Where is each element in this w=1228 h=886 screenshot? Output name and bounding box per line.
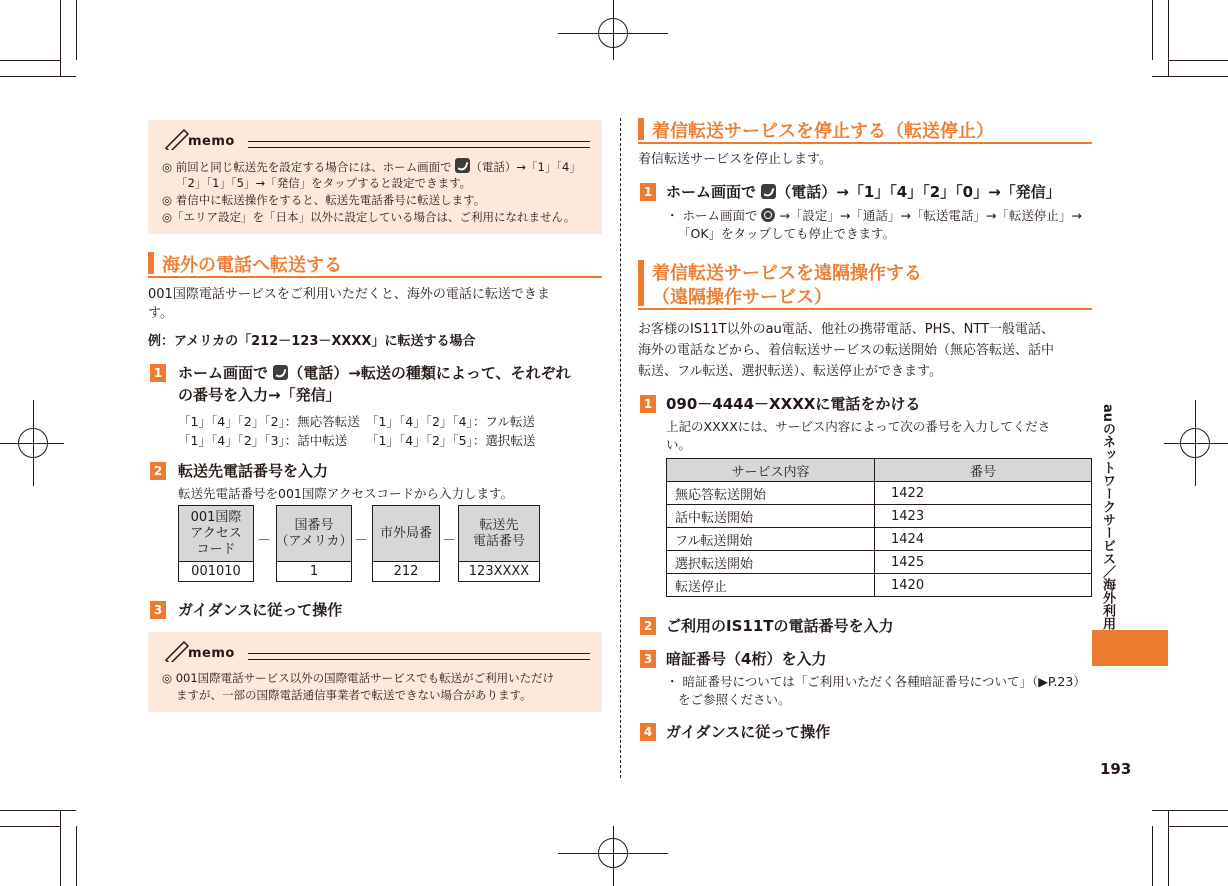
column-divider bbox=[620, 118, 621, 778]
page-number: 193 bbox=[1100, 760, 1132, 778]
step-text: ホーム画面で （電話）→「1」「4」「2」「0」→「発信」 bbox=[666, 183, 1061, 201]
table-row bbox=[667, 551, 1092, 574]
table-header: 番号 bbox=[875, 459, 1092, 482]
step-number: 3 bbox=[640, 650, 656, 668]
service-table bbox=[666, 458, 1092, 597]
bullet-text: ・ ホーム画面で →「設定」→「通話」→「転送電話」→「転送停止」→ bbox=[666, 208, 1082, 223]
body-text: 転送先電話番号を001国際アクセスコードから入力します。 bbox=[178, 486, 513, 501]
memo-rule bbox=[248, 141, 590, 142]
code-list: 「1」「4」「2」「2」：無応答転送 「1」「4」「2」「4」：フル転送 bbox=[178, 414, 535, 429]
table-header-row bbox=[667, 459, 1092, 482]
crop-mark bbox=[1152, 826, 1153, 886]
table-row bbox=[667, 574, 1092, 597]
phone-icon bbox=[273, 365, 288, 380]
table-cell: 選択転送開始 bbox=[667, 551, 875, 574]
crop-mark bbox=[1168, 0, 1169, 76]
registration-mark bbox=[613, 826, 614, 886]
crop-mark bbox=[0, 810, 76, 811]
registration-mark bbox=[1195, 400, 1196, 486]
body-text: 上記のXXXXには、サービス内容によって次の番号を入力してくださ bbox=[666, 419, 1051, 434]
separator-dash: － bbox=[442, 533, 456, 549]
dial-table-header: 国番号 （アメリカ） bbox=[276, 505, 352, 562]
registration-mark bbox=[33, 400, 34, 486]
step-number: 2 bbox=[150, 462, 166, 480]
separator-dash: － bbox=[354, 533, 368, 549]
crop-mark bbox=[76, 826, 77, 886]
crop-mark bbox=[60, 0, 61, 76]
crop-mark bbox=[1168, 60, 1228, 61]
dial-table-header: 転送先 電話番号 bbox=[458, 505, 540, 562]
heading-bar bbox=[638, 118, 644, 140]
bullet-text: ・ 暗証番号については「ご利用いただく各種暗証番号について」（▶P.23） bbox=[666, 674, 1086, 689]
dial-table-header: 市外局番 bbox=[372, 505, 440, 562]
crop-mark bbox=[1152, 0, 1153, 60]
table-cell: 1424 bbox=[875, 528, 1092, 551]
separator-dash: － bbox=[257, 533, 271, 549]
step-text: ご利用のIS11Tの電話番号を入力 bbox=[666, 617, 894, 635]
table-cell: 話中転送開始 bbox=[667, 505, 875, 528]
memo-item: ◎ 001国際電話サービス以外の国際電話サービスでも転送がご利用いただけ bbox=[162, 671, 555, 685]
crop-mark bbox=[1168, 826, 1228, 827]
body-text: い。 bbox=[666, 437, 692, 452]
memo-label: memo bbox=[188, 646, 235, 661]
phone-icon bbox=[761, 184, 776, 199]
phone-icon bbox=[455, 158, 470, 173]
step-number: 1 bbox=[640, 183, 656, 201]
body-text: 海外の電話などから、着信転送サービスの転送開始（無応答転送、話中 bbox=[638, 343, 1055, 358]
section-heading bbox=[638, 258, 1092, 310]
bullet-text: 「OK」をタップしても停止できます。 bbox=[678, 226, 896, 241]
example-text: 例：アメリカの「212－123－XXXX」に転送する場合 bbox=[148, 334, 476, 349]
memo-rule bbox=[248, 659, 590, 660]
dial-table-cell: 001010 bbox=[178, 561, 254, 582]
table-cell: 転送停止 bbox=[667, 574, 875, 597]
memo-label: memo bbox=[188, 134, 235, 149]
heading-text: 着信転送サービスを遠隔操作する bbox=[652, 263, 922, 284]
table-row bbox=[667, 505, 1092, 528]
body-text: お客様のIS11T以外のau電話、他社の携帯電話、PHS、NTT一般電話、 bbox=[638, 322, 1055, 337]
step-number: 4 bbox=[640, 723, 656, 741]
table-row bbox=[667, 528, 1092, 551]
crop-mark bbox=[1152, 810, 1228, 811]
step-number: 2 bbox=[640, 617, 656, 635]
registration-mark bbox=[613, 0, 614, 60]
section-heading bbox=[638, 116, 1092, 144]
crop-mark bbox=[76, 0, 77, 60]
memo-rule bbox=[248, 653, 590, 654]
section-heading bbox=[148, 250, 602, 278]
memo-box bbox=[148, 632, 602, 712]
body-text: 転送、フル転送、選択転送）、転送停止ができます。 bbox=[638, 364, 942, 379]
table-row bbox=[667, 482, 1092, 505]
body-text: す。 bbox=[148, 306, 173, 321]
crop-mark bbox=[0, 60, 60, 61]
body-text: 着信転送サービスを停止します。 bbox=[638, 152, 832, 167]
code-list: 「1」「4」「2」「3」：話中転送 「1」「4」「2」「5」：選択転送 bbox=[178, 433, 536, 448]
step-text: 暗証番号（4桁）を入力 bbox=[666, 650, 827, 668]
crop-mark bbox=[60, 810, 61, 886]
step-number: 1 bbox=[640, 395, 656, 413]
side-tab-marker bbox=[1092, 630, 1168, 666]
table-cell: 1425 bbox=[875, 551, 1092, 574]
step-number: 3 bbox=[150, 601, 166, 619]
dial-table-cell: 1 bbox=[276, 561, 352, 582]
body-text: 001国際電話サービスをご利用いただくと、海外の電話に転送できま bbox=[148, 287, 550, 302]
step-text: の番号を入力→「発信」 bbox=[178, 386, 341, 404]
crop-mark bbox=[1168, 810, 1169, 886]
registration-mark bbox=[1164, 443, 1228, 444]
heading-text: 着信転送サービスを停止する（転送停止） bbox=[652, 121, 994, 142]
heading-bar bbox=[638, 260, 644, 306]
heading-bar bbox=[148, 252, 154, 274]
table-header: サービス内容 bbox=[667, 459, 875, 482]
side-tab-label: auのネットワークサービス／海外利用 bbox=[1100, 404, 1115, 631]
step-text: ガイダンスに従って操作 bbox=[666, 723, 831, 741]
memo-item: ますが、一部の国際電話通信事業者で転送できない場合があります。 bbox=[176, 688, 532, 702]
registration-mark bbox=[0, 443, 64, 444]
table-cell: 1420 bbox=[875, 574, 1092, 597]
globe-icon bbox=[761, 208, 775, 222]
step-text: 転送先電話番号を入力 bbox=[178, 462, 329, 480]
table-cell: 無応答転送開始 bbox=[667, 482, 875, 505]
memo-box bbox=[148, 120, 602, 234]
bullet-text: をご参照ください。 bbox=[678, 692, 791, 707]
crop-mark bbox=[1152, 76, 1228, 77]
dial-table-header: 001国際 アクセス コード bbox=[178, 505, 254, 562]
crop-mark bbox=[0, 826, 60, 827]
memo-item: ◎ 着信中に転送操作をすると、転送先電話番号に転送します。 bbox=[162, 193, 486, 207]
heading-text: （遠隔操作サービス） bbox=[652, 287, 832, 308]
table-cell: 1422 bbox=[875, 482, 1092, 505]
memo-rule bbox=[248, 147, 590, 148]
step-text: ガイダンスに従って操作 bbox=[178, 601, 343, 619]
step-number: 1 bbox=[150, 364, 166, 382]
step-text: 090－4444－XXXXに電話をかける bbox=[666, 395, 921, 413]
table-cell: 1423 bbox=[875, 505, 1092, 528]
dial-table-cell: 123XXXX bbox=[458, 561, 540, 582]
memo-item: ◎「エリア設定」を「日本」以外に設定している場合は、ご利用になれません。 bbox=[162, 210, 576, 224]
step-text: ホーム画面で （電話）→転送の種類によって、それぞれ bbox=[178, 364, 571, 382]
table-cell: フル転送開始 bbox=[667, 528, 875, 551]
dial-table-cell: 212 bbox=[372, 561, 440, 582]
memo-header bbox=[162, 640, 590, 664]
heading-text: 海外の電話へ転送する bbox=[162, 255, 342, 276]
memo-header bbox=[162, 128, 590, 152]
crop-mark bbox=[0, 76, 76, 77]
memo-item: 「2」「1」「5」→「発信」をタップすると設定できます。 bbox=[176, 176, 472, 190]
memo-item: ◎ 前回と同じ転送先を設定する場合には、ホーム画面で （電話）→「1」「4」 bbox=[162, 160, 581, 174]
